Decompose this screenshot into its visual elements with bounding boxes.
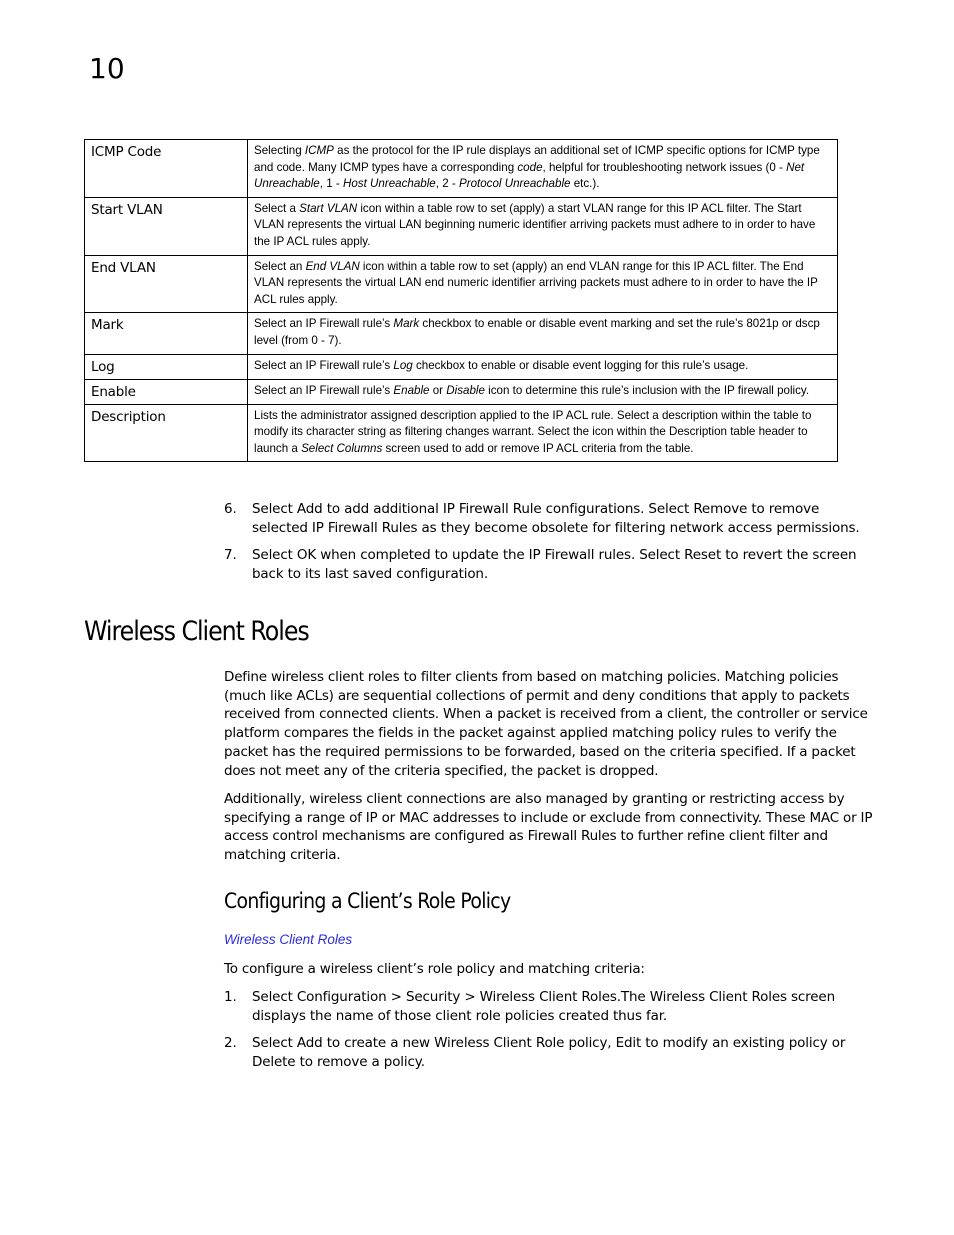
param-description: Select an IP Firewall rule’s Enable or Disable icon to determine this rule’s inclusion with the IP firewall policy. <box>248 379 838 404</box>
param-name: Log <box>85 354 248 379</box>
step-number: 1. <box>224 989 237 1005</box>
param-description: Select an IP Firewall rule’s Mark checkbox to enable or disable event marking and set the rule’s 8021p or dscp level (from 0 - 7). <box>248 313 838 354</box>
step-list <box>224 988 874 1080</box>
list-item <box>224 546 874 583</box>
param-name: End VLAN <box>85 255 248 313</box>
intro-text: To configure a wireless client’s role policy and matching criteria: <box>224 961 645 977</box>
param-name: Start VLAN <box>85 197 248 255</box>
table-row <box>85 354 838 379</box>
param-name: Description <box>85 404 248 462</box>
step-number: 2. <box>224 1035 237 1052</box>
table-row <box>85 197 838 255</box>
param-name: Enable <box>85 379 248 404</box>
chapter-number: 10 <box>89 52 125 85</box>
param-description: Select a Start VLAN icon within a table row to set (apply) a start VLAN range for this IP ACL filter. The Start VLAN represents the virtual LAN beginning numeric identifier arriving packets must adhere to in order to have the IP ACL rules apply. <box>248 197 838 255</box>
param-name: Mark <box>85 313 248 354</box>
table-row <box>85 255 838 313</box>
step-text: Select Add to create a new Wireless Client Role policy, Edit to modify an existing policy or Delete to remove a policy. <box>252 1035 846 1070</box>
param-name: ICMP Code <box>85 140 248 198</box>
list-item <box>224 1034 874 1071</box>
param-description: Select an End VLAN icon within a table row to set (apply) an end VLAN range for this IP ACL filter. The End VLAN represents the virtual LAN end numeric identifier arriving packets must adhere to in order to have the IP ACL rules apply. <box>248 255 838 313</box>
list-item <box>224 500 874 537</box>
body-paragraph: Additionally, wireless client connections are also managed by granting or restricting access by specifying a range of IP or MAC addresses to include or exclude from connectivity. These MAC or IP access control mechanisms are configured as Firewall Rules to further refine client filter and matching criteria. <box>224 791 873 864</box>
parameter-table <box>84 139 838 462</box>
subsection-heading: Configuring a Client’s Role Policy <box>224 889 511 913</box>
body-paragraph: Define wireless client roles to filter clients from based on matching policies. Matching policies (much like ACLs) are sequential collections of permit and deny conditions that apply to packets received from connected clients. When a packet is received from a client, the controller or service platform compares the fields in the packet against applied matching policy rules to verify the packet has the required permissions to be forwarded, based on the criteria specified. If a packet does not meet any of the criteria specified, the packet is dropped. <box>224 669 868 779</box>
list-item <box>224 988 874 1025</box>
step-text: Select Configuration > Security > Wireless Client Roles.The Wireless Client Roles screen displays the name of those client role policies created thus far. <box>252 989 835 1024</box>
step-list <box>224 500 874 592</box>
table-row <box>85 140 838 198</box>
table-row <box>85 379 838 404</box>
step-text: Select Add to add additional IP Firewall Rule configurations. Select Remove to remove selected IP Firewall Rules as they become obsolete for filtering network access permissions. <box>252 501 860 536</box>
table-row <box>85 313 838 354</box>
step-text: Select OK when completed to update the IP Firewall rules. Select Reset to revert the screen back to its last saved configuration. <box>252 547 857 582</box>
param-description: Lists the administrator assigned description applied to the IP ACL rule. Select a description within the table to modify its character string as filtering changes warrant. Select the icon within the Description table header to launch a Select Columns screen used to add or remove IP ACL criteria from the table. <box>248 404 838 462</box>
cross-reference-link[interactable]: Wireless Client Roles <box>224 932 353 947</box>
param-description: Selecting ICMP as the protocol for the IP rule displays an additional set of ICMP specific options for ICMP type and code. Many ICMP types have a corresponding code, helpful for troubleshooting network issues (0 - Net Unreachable, 1 - Host Unreachable, 2 - Protocol Unreachable etc.). <box>248 140 838 198</box>
step-number: 7. <box>224 547 237 564</box>
table-row <box>85 404 838 462</box>
section-heading: Wireless Client Roles <box>84 616 309 647</box>
param-description: Select an IP Firewall rule’s Log checkbox to enable or disable event logging for this rule’s usage. <box>248 354 838 379</box>
step-number: 6. <box>224 501 237 517</box>
